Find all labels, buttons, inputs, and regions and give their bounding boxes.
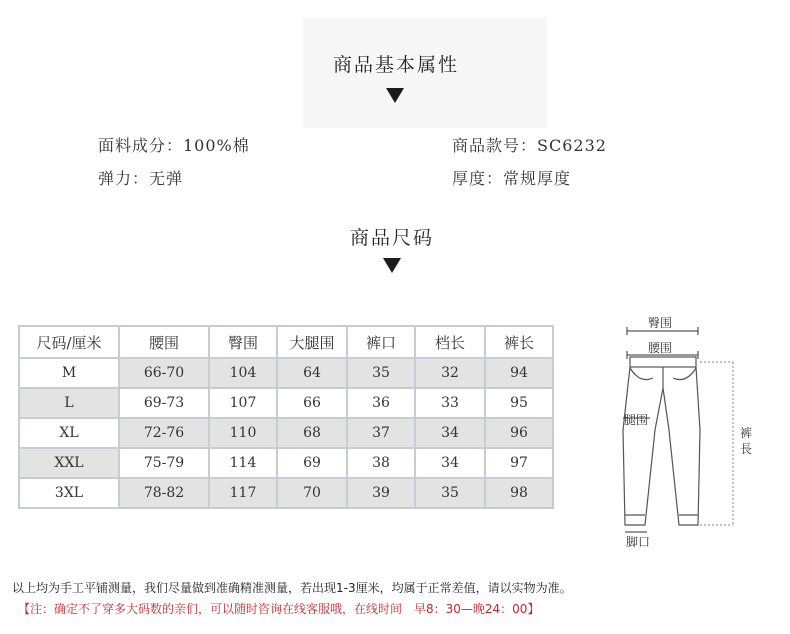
table-cell: 36 <box>347 388 415 418</box>
style-number-attr: 商品款号：SC6232 <box>452 136 607 155</box>
table-cell: 35 <box>347 358 415 388</box>
length-label-1: 裤 <box>740 426 753 440</box>
table-cell: 38 <box>347 448 415 478</box>
table-cell: 39 <box>347 478 415 508</box>
size-cell: M <box>19 358 119 388</box>
column-header: 大腿围 <box>277 326 347 358</box>
table-cell: 66 <box>277 388 347 418</box>
table-cell: 78-82 <box>119 478 209 508</box>
waist-label: 腰围 <box>648 341 673 355</box>
table-cell: 96 <box>485 418 553 448</box>
size-cell: 3XL <box>19 478 119 508</box>
basic-attrs-title: 商品基本属性 <box>333 54 460 76</box>
column-header: 裤长 <box>485 326 553 358</box>
table-cell: 33 <box>415 388 485 418</box>
table-cell: 34 <box>415 448 485 478</box>
table-cell: 107 <box>209 388 277 418</box>
table-cell: 69-73 <box>119 388 209 418</box>
thickness-attr: 厚度：常规厚度 <box>452 169 572 188</box>
column-header: 尺码/厘米 <box>19 326 119 358</box>
table-cell: 117 <box>209 478 277 508</box>
table-cell: 94 <box>485 358 553 388</box>
table-cell: 64 <box>277 358 347 388</box>
table-cell: 114 <box>209 448 277 478</box>
column-header: 裤口 <box>347 326 415 358</box>
table-row <box>19 388 553 418</box>
elasticity-attr: 弹力：无弹 <box>98 169 184 188</box>
fabric-attr: 面料成分：100%棉 <box>98 136 250 155</box>
table-cell: 98 <box>485 478 553 508</box>
table-cell: 66-70 <box>119 358 209 388</box>
service-note: 【注：确定不了穿多大码数的亲们，可以随时咨询在线客服哦，在线时间 早8：30—晚24：00】 <box>18 602 540 616</box>
size-cell: L <box>19 388 119 418</box>
down-arrow-icon <box>386 88 404 103</box>
table-cell: 110 <box>209 418 277 448</box>
down-arrow-icon <box>383 258 401 273</box>
table-cell: 72-76 <box>119 418 209 448</box>
table-cell: 97 <box>485 448 553 478</box>
table-row <box>19 418 553 448</box>
column-header: 腰围 <box>119 326 209 358</box>
table-cell: 104 <box>209 358 277 388</box>
table-cell: 34 <box>415 418 485 448</box>
measurement-note: 以上均为手工平铺测量，我们尽量做到准确精准测量，若出现1-3厘米，均属于正常差值，请以实物为准。 <box>12 581 572 595</box>
table-cell: 95 <box>485 388 553 418</box>
hip-label: 臀围 <box>648 316 673 330</box>
hem-label: 脚口 <box>626 535 651 549</box>
table-cell: 32 <box>415 358 485 388</box>
table-cell: 37 <box>347 418 415 448</box>
size-cell: XXL <box>19 448 119 478</box>
size-section-title: 商品尺码 <box>350 227 435 249</box>
table-cell: 68 <box>277 418 347 448</box>
table-row <box>19 358 553 388</box>
size-cell: XL <box>19 418 119 448</box>
column-header: 臀围 <box>209 326 277 358</box>
table-cell: 35 <box>415 478 485 508</box>
table-row <box>19 478 553 508</box>
table-cell: 69 <box>277 448 347 478</box>
length-label-2: 長 <box>740 442 753 456</box>
table-cell: 70 <box>277 478 347 508</box>
column-header: 档长 <box>415 326 485 358</box>
pants-outline <box>623 357 700 525</box>
table-header-row <box>19 326 553 358</box>
table-row <box>19 448 553 478</box>
size-table <box>18 325 554 509</box>
thigh-label: 腿围 <box>624 413 649 427</box>
table-cell: 75-79 <box>119 448 209 478</box>
